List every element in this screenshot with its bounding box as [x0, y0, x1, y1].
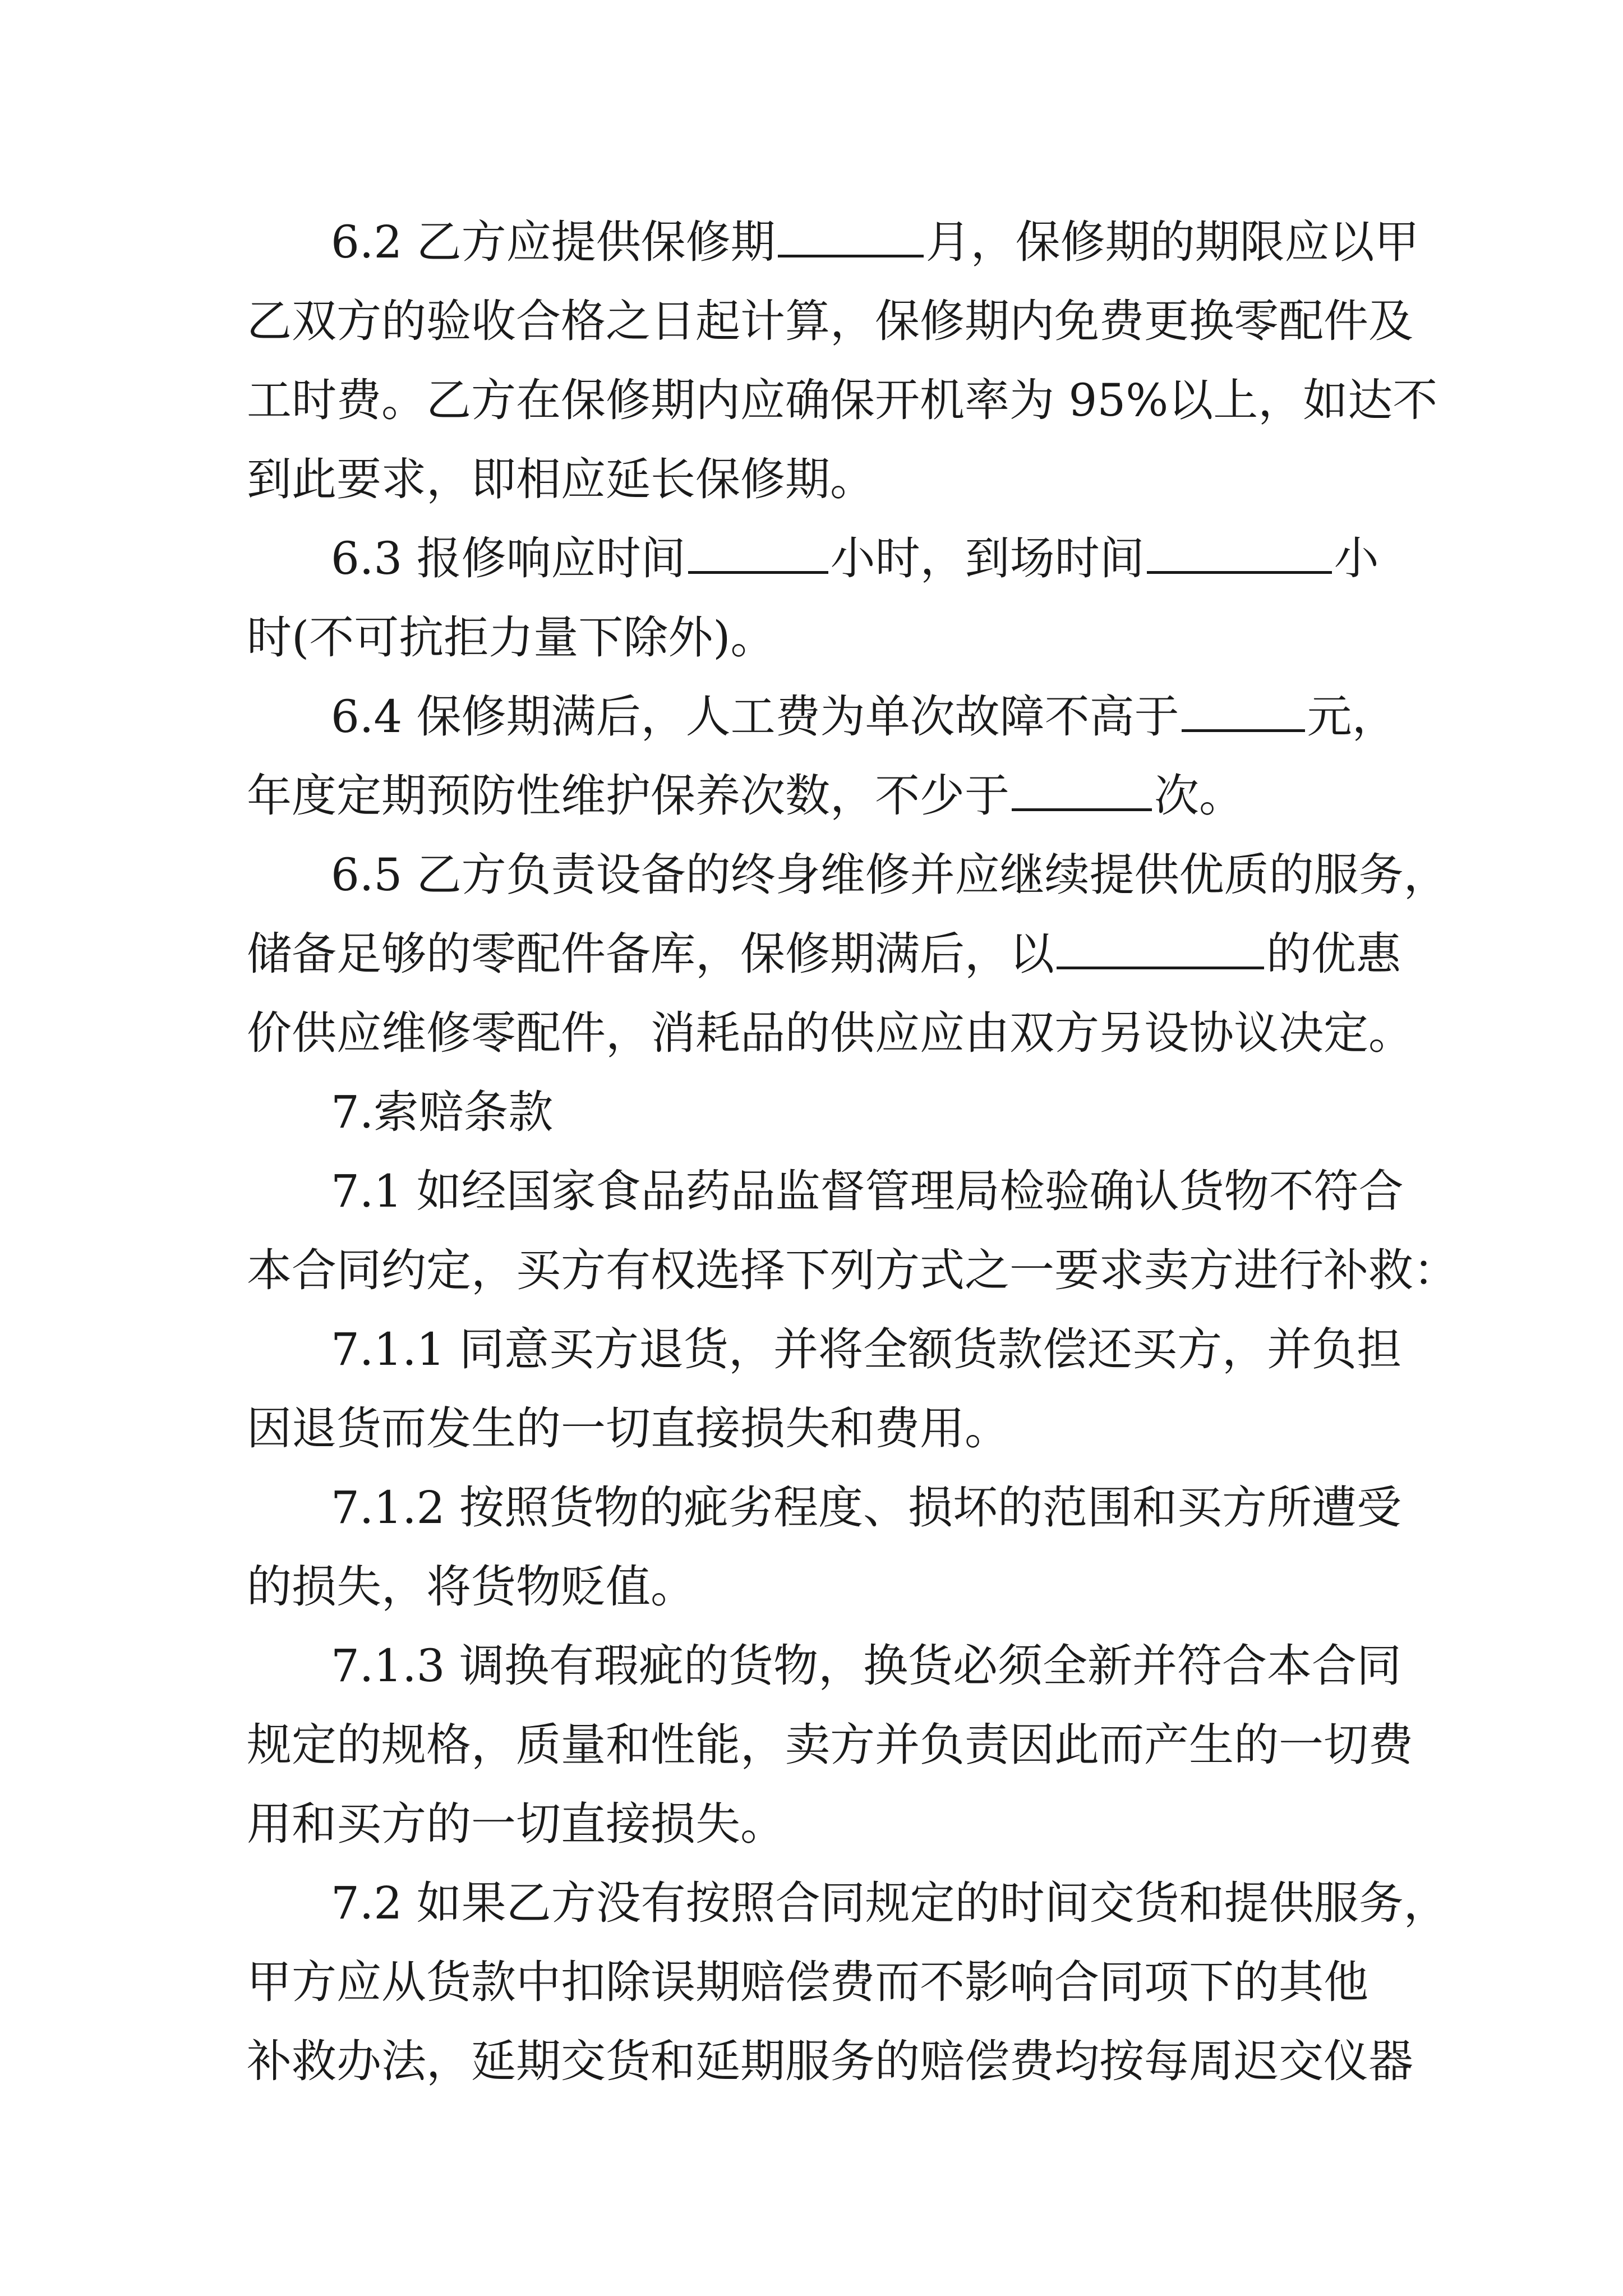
clause-6-4-line-1: [331, 677, 1397, 757]
clause-6-3-text: 小时，到场时间: [830, 532, 1145, 585]
clause-7-1-2-line-1: 7.1.2 按照货物的疵劣程度、损坏的范围和买方所遭受: [331, 1481, 1401, 1534]
clause-6-2-line-4: 到此要求，即相应延长保修期。: [247, 453, 875, 505]
clause-7-1-1-line-1: 7.1.1 同意买方退货，并将全额货款偿还买方，并负担: [331, 1323, 1401, 1375]
clause-6-4-text: 次。: [1154, 770, 1244, 822]
clause-7-1-line-1: 7.1 如经国家食品药品监督管理局检验确认货物不符合: [331, 1165, 1404, 1217]
clause-6-2-text: 月，保修期的期限应以甲: [925, 216, 1419, 268]
clause-6-4-text: 6.4 保修期满后，人工费为单次故障不高于: [331, 691, 1179, 743]
arrival-hours-blank: [1147, 532, 1332, 574]
clause-7-1-line-2: 本合同约定，买方有权选择下列方式之一要求卖方进行补救：: [247, 1244, 1458, 1296]
clause-7-1-1-line-2: 因退货而发生的一切直接损失和费用。: [247, 1402, 1009, 1455]
clause-6-5-text: 储备足够的零配件备库，保修期满后，以: [247, 928, 1054, 980]
clause-6-2-line-2: 乙双方的验收合格之日起计算，保修期内免费更换零配件及: [247, 295, 1413, 347]
clause-6-3-line-1: [331, 519, 1379, 599]
clause-6-5-line-3: 价供应维修零配件，消耗品的供应应由双方另设协议决定。: [247, 1007, 1413, 1059]
clause-7-2-line-1: 7.2 如果乙方没有按照合同规定的时间交货和提供服务，: [331, 1877, 1449, 1929]
clause-6-5-line-1: 6.5 乙方负责设备的终身维修并应继续提供优质的服务，: [331, 849, 1449, 901]
clause-6-3-line-2: 时(不可抗拒力量下除外)。: [247, 611, 776, 664]
clause-6-3-text: 小: [1334, 532, 1379, 585]
clause-6-5-line-2: [247, 914, 1401, 994]
clause-6-4-line-2: [247, 756, 1244, 836]
section-7-heading: 7.索赔条款: [331, 1086, 554, 1138]
clause-6-2-line-1: [331, 203, 1419, 282]
clause-6-3-text: 6.3 报修响应时间: [331, 532, 686, 585]
clause-7-1-3-line-3: 用和买方的一切直接损失。: [247, 1798, 785, 1850]
clause-7-2-line-3: 补救办法，延期交货和延期服务的赔偿费均按每周迟交仪器: [247, 2035, 1413, 2087]
maintenance-count-blank: [1012, 769, 1152, 811]
warranty-months-blank: [778, 215, 924, 257]
clause-6-2-text: 6.2 乙方应提供保修期: [331, 216, 776, 268]
labor-fee-blank: [1182, 690, 1305, 732]
clause-7-2-line-2: 甲方应从货款中扣除误期赔偿费而不影响合同项下的其他: [247, 1956, 1368, 2008]
clause-7-1-2-line-2: 的损失，将货物贬值。: [247, 1561, 695, 1613]
clause-6-4-text: 年度定期预防性维护保养次数，不少于: [247, 770, 1009, 822]
discount-price-blank: [1057, 927, 1264, 969]
clause-7-1-3-line-2: 规定的规格，质量和性能，卖方并负责因此而产生的一切费: [247, 1719, 1413, 1771]
clause-6-5-text: 的优惠: [1266, 928, 1401, 980]
clause-6-4-text: 元，: [1307, 691, 1397, 743]
clause-7-1-3-line-1: 7.1.3 调换有瑕疵的货物，换货必须全新并符合本合同: [331, 1640, 1401, 1692]
response-hours-blank: [688, 532, 828, 574]
clause-6-2-line-3: 工时费。乙方在保修期内应确保开机率为 95%以上，如达不: [247, 374, 1438, 426]
